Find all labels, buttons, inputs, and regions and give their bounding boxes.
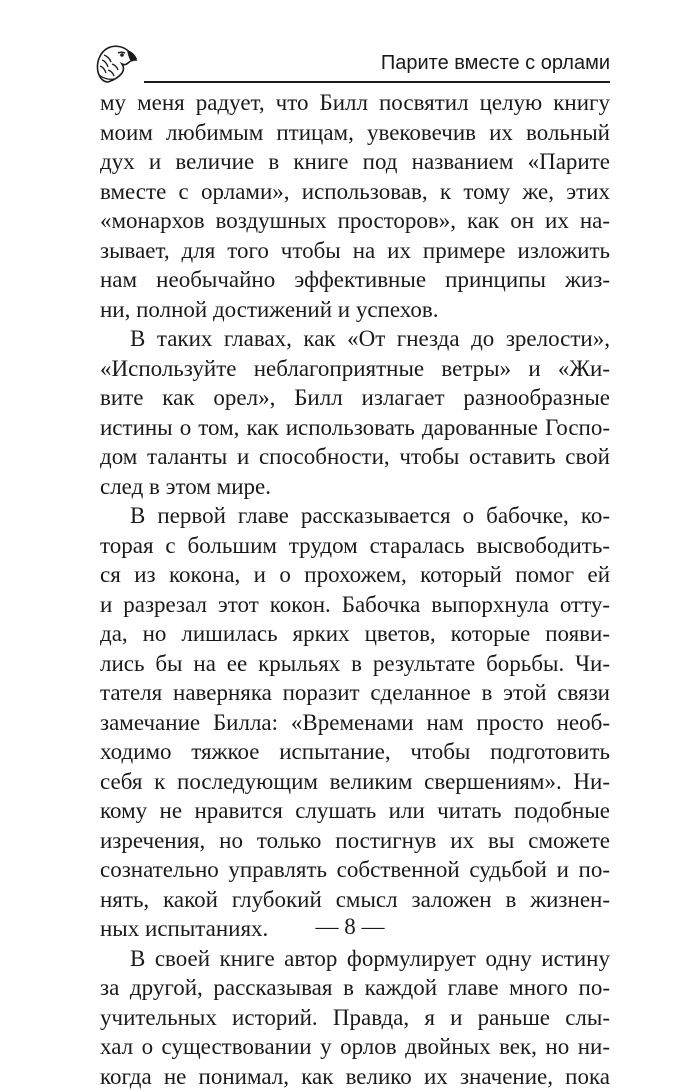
text-line: да, но лишилась ярких цветов, которые появи- xyxy=(100,619,610,649)
text-line: дом таланты и способности, чтобы оставить свой xyxy=(100,442,610,472)
page-number: — 8 — xyxy=(0,914,700,940)
text-line: хал о существовании у орлов двойных век, но ни- xyxy=(100,1032,610,1062)
text-line: изречения, но только постигнув их вы сможете xyxy=(100,826,610,856)
text-line: нять, какой глубокий смысл заложен в жизнен- xyxy=(100,885,610,915)
text-line: ся из кокона, и о прохожем, который помог ей xyxy=(100,560,610,590)
text-line: след в этом мире. xyxy=(100,472,610,502)
text-line: В таких главах, как «От гнезда до зрелости», xyxy=(100,324,610,354)
paragraph xyxy=(100,324,610,501)
text-line: му меня радует, что Билл посвятил целую книгу xyxy=(100,88,610,118)
running-header xyxy=(100,40,610,84)
text-line: торая с большим трудом старалась высвободить- xyxy=(100,531,610,561)
text-line: сознательно управлять собственной судьбой и по- xyxy=(100,855,610,885)
text-line: лись бы на ее крыльях в результате борьбы. Чи- xyxy=(100,649,610,679)
text-line: «монархов воздушных просторов», как он их на- xyxy=(100,206,610,236)
text-line: «Используйте неблагоприятные ветры» и «Жи- xyxy=(100,354,610,384)
text-line: зывает, для того чтобы на их примере изложить xyxy=(100,236,610,266)
text-line: ходимо тяжкое испытание, чтобы подготовить xyxy=(100,737,610,767)
text-line: тателя наверняка поразит сделанное в этой связи xyxy=(100,678,610,708)
text-line: В первой главе рассказывается о бабочке, ко- xyxy=(100,501,610,531)
text-line: когда не понимал, как велико их значение, пока xyxy=(100,1062,610,1091)
text-line: ных испытаниях. xyxy=(100,914,610,944)
text-line: дух и величие в книге под названием «Парите xyxy=(100,147,610,177)
running-title: Парите вместе с орлами xyxy=(381,52,610,75)
header-rule xyxy=(144,81,610,83)
text-line: себя к последующим великим свершениям». Ни- xyxy=(100,767,610,797)
text-line: истины о том, как использовать дарованные Госпо- xyxy=(100,413,610,443)
text-line: вместе с орлами», использовав, к тому же, этих xyxy=(100,177,610,207)
text-line: моим любимым птицам, увековечив их вольный xyxy=(100,118,610,148)
text-line: замечание Билла: «Временами нам просто необ- xyxy=(100,708,610,738)
text-line: за другой, рассказывая в каждой главе много по- xyxy=(100,973,610,1003)
text-line: кому не нравится слушать или читать подобные xyxy=(100,796,610,826)
text-line: и разрезал этот кокон. Бабочка выпорхнула отту- xyxy=(100,590,610,620)
text-line: нам необычайно эффективные принципы жиз- xyxy=(100,265,610,295)
paragraph xyxy=(100,501,610,944)
paragraph xyxy=(100,88,610,324)
body-text xyxy=(100,88,610,1091)
text-line: вите как орел», Билл излагает разнообразные xyxy=(100,383,610,413)
paragraph xyxy=(100,944,610,1091)
text-line: В своей книге автор формулирует одну истину xyxy=(100,944,610,974)
text-line: ни, полной достижений и успехов. xyxy=(100,295,610,325)
text-line: учительных историй. Правда, я и раньше слы- xyxy=(100,1003,610,1033)
eagle-head-icon xyxy=(94,42,138,84)
